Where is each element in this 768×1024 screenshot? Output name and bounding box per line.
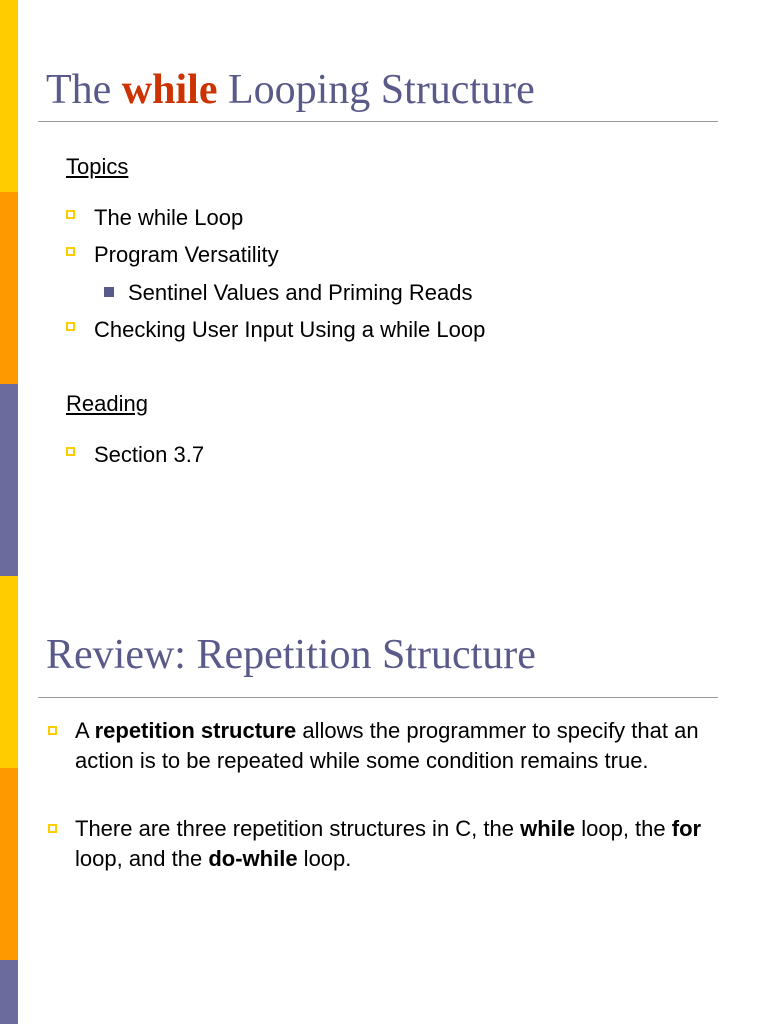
reading-item: Section 3.7 [94,442,205,467]
bullet-box-icon [66,447,75,456]
topics-heading: Topics [66,154,129,179]
review-bullet: A repetition structure allows the programmer to specify that an action is to be repeated while some condition remains true. [75,718,699,773]
sub-bullet-square-icon [104,287,114,297]
topic-item: The while Loop [94,205,244,230]
topic-subitem: Sentinel Values and Priming Reads [128,280,473,305]
reading-heading: Reading [66,391,148,416]
title-divider [38,697,718,698]
slide-title: Review: Repetition Structure [46,632,536,678]
stripe-yellow [0,0,18,192]
keyword-while: while [520,816,576,841]
topic-item: Program Versatility [94,242,279,267]
slide-title: The while Looping Structure [46,67,535,113]
title-keyword: while [121,67,218,113]
bullet-box-icon [48,824,57,833]
topic-item: Checking User Input Using a while Loop [94,317,486,342]
slide-2 [0,576,768,1024]
title-divider [38,121,718,122]
keyword-do-while: do-while [208,846,298,871]
stripe-orange [0,192,18,384]
stripe-purple [0,960,18,1024]
bullet-box-icon [66,247,75,256]
bullet-box-icon [66,210,75,219]
stripe-yellow [0,576,18,768]
review-bullet: There are three repetition structures in C, the while loop, the for loop, and the do-while loop. [75,816,702,871]
stripe-orange [0,768,18,960]
keyword-for: for [671,816,702,841]
term-repetition-structure: repetition structure [94,718,297,743]
bullet-box-icon [48,726,57,735]
stripe-purple [0,384,18,576]
bullet-box-icon [66,322,75,331]
